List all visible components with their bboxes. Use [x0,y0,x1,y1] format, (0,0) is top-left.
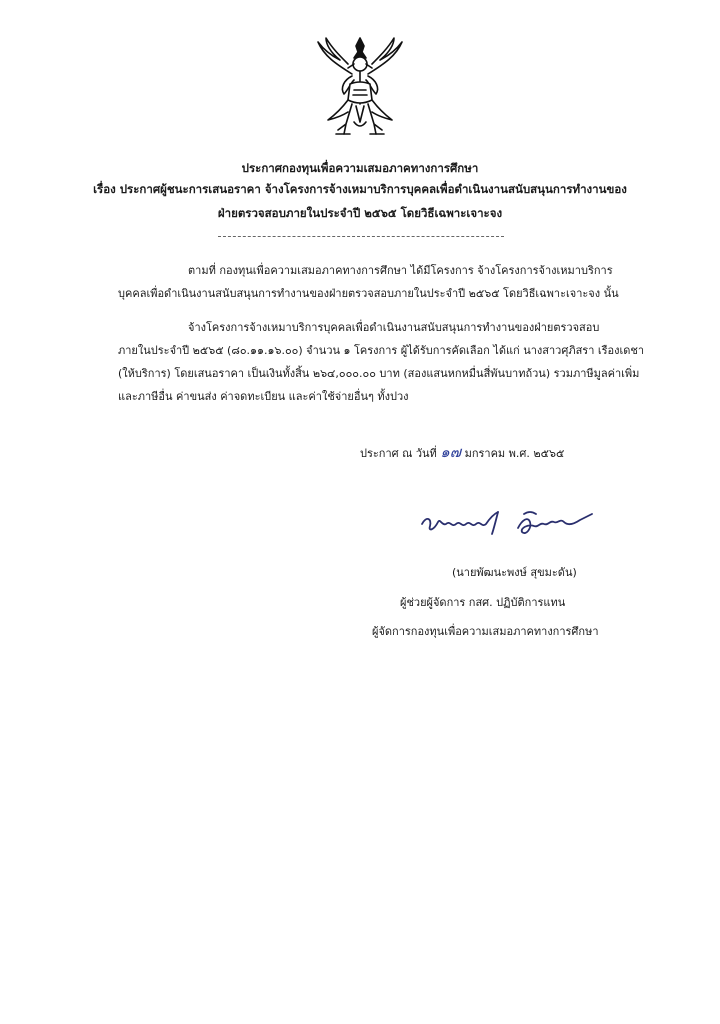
paragraph-1-line-2: บุคคลเพื่อดำเนินงานสนับสนุนการทำงานของฝ่ายตรวจสอบภายในประจำปี ๒๕๖๕ โดยวิธีเฉพาะเจาะจง นั้น [118,287,619,300]
date-prefix: ประกาศ ณ วันที่ [360,447,437,460]
announcement-heading: ประกาศกองทุนเพื่อความเสมอภาคทางการศึกษา [241,161,479,175]
subject-line-1: เรื่อง ประกาศผู้ชนะการเสนอราคา จ้างโครงการจ้างเหมาบริการบุคคลเพื่อดำเนินงานสนับสนุนการทำงานของ [93,182,627,196]
paragraph-2-line-1: จ้างโครงการจ้างเหมาบริการบุคคลเพื่อดำเนินงานสนับสนุนการทำงานของฝ่ายตรวจสอบ [188,321,600,334]
paragraph-2-line-2: ภายในประจำปี ๒๕๖๕ (๘๐.๑๑.๑๖.๐๐) จำนวน ๑ โครงการ ผู้ได้รับการคัดเลือก ได้แก่ นางสาวศุภิสรา เรืองเดชา [118,344,645,357]
date-month-year: มกราคม พ.ศ. ๒๕๖๕ [464,447,565,460]
signer-name: (นายพัฒนะพงษ์ สุขมะดัน) [452,566,577,579]
date-day-handwritten: ๑๗ [440,443,462,461]
paragraph-2-line-4: และภาษีอื่น ค่าขนส่ง ค่าจดทะเบียน และค่าใช้จ่ายอื่นๆ ทั้งปวง [118,390,409,403]
announcement-date [360,440,564,464]
dashed-divider [218,236,504,237]
handwritten-signature [418,506,594,540]
signer-position-1: ผู้ช่วยผู้จัดการ กสศ. ปฏิบัติการแทน [400,596,566,609]
paragraph-2-line-3: (ให้บริการ) โดยเสนอราคา เป็นเงินทั้งสิ้น ๒๖๔,๐๐๐.๐๐ บาท (สองแสนหกหมื่นสี่พันบาทถ้วน) รวมภาษีมูลค่าเพิ่ม [118,367,640,380]
garuda-emblem-icon [314,34,406,142]
subject-line-2: ฝ่ายตรวจสอบภายในประจำปี ๒๕๖๕ โดยวิธีเฉพาะเจาะจง [217,206,503,220]
paragraph-1-line-1: ตามที่ กองทุนเพื่อความเสมอภาคทางการศึกษา ได้มีโครงการ จ้างโครงการจ้างเหมาบริการ [188,264,613,277]
signer-position-2: ผู้จัดการกองทุนเพื่อความเสมอภาคทางการศึกษา [372,625,599,638]
